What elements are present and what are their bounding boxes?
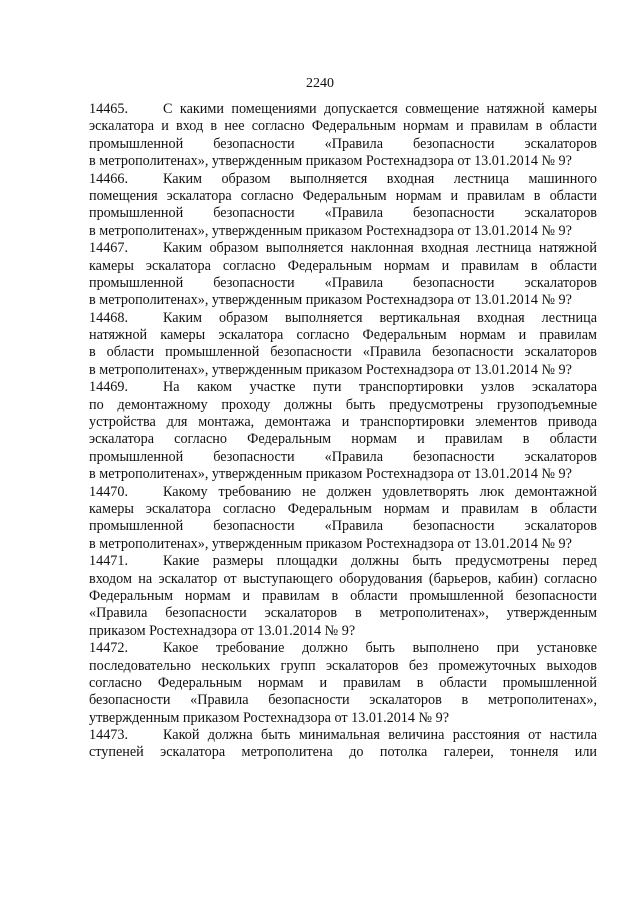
question-number: 14471. [89, 553, 129, 570]
question-text: Какие размеры площадки должны быть предусмотрены перед [163, 553, 597, 570]
question-text-line [89, 171, 597, 188]
question-text: в метрополитенах», утвержденным приказом Ростехнадзора от 13.01.2014 № 9? [89, 222, 572, 239]
question-text: На каком участке пути транспортировки узлов эскалатора [163, 379, 597, 396]
question-text: Каким образом выполняется входная лестница машинного [163, 170, 597, 187]
question-text-line [89, 501, 597, 518]
question-text-line [89, 153, 597, 170]
question-text-line [89, 449, 597, 466]
question-text: эскалатора и вход в нее согласно Федеральным нормам и правилам в области [89, 118, 597, 135]
question-item [89, 101, 597, 171]
question-text-line [89, 518, 597, 535]
question-item [89, 310, 597, 380]
question-item [89, 379, 597, 483]
question-text: промышленной безопасности «Правила безопасности эскалаторов [89, 518, 597, 535]
question-text-line [89, 344, 597, 361]
question-text-line [89, 118, 597, 135]
question-text: Какое требование должно быть выполнено при установке [163, 640, 597, 657]
question-text-line [89, 692, 597, 709]
question-text: в области промышленной безопасности «Правила безопасности эскалаторов [89, 344, 597, 361]
question-text-line [89, 727, 597, 744]
question-text-line [89, 397, 597, 414]
question-text: по демонтажному проходу должны быть предусмотрены грузоподъемные [89, 396, 597, 413]
question-text-line [89, 605, 597, 622]
question-item [89, 171, 597, 241]
question-text-line [89, 223, 597, 240]
question-list [89, 101, 597, 762]
question-text: в метрополитенах», утвержденным приказом Ростехнадзора от 13.01.2014 № 9? [89, 361, 572, 378]
question-text-line [89, 275, 597, 292]
question-number: 14465. [89, 101, 129, 117]
question-number: 14467. [89, 240, 129, 257]
question-text: ступеней эскалатора метрополитена до потолка галереи, тоннеля или [89, 744, 597, 761]
question-number: 14468. [89, 309, 129, 326]
question-text-line [89, 640, 597, 657]
question-text: «Правила безопасности эскалаторов в метрополитенах», утвержденным [89, 605, 597, 622]
question-text-line [89, 658, 597, 675]
question-text: камеры эскалатора согласно Федеральным нормам и правилам в области [89, 500, 597, 517]
question-text: С какими помещениями допускается совмещение натяжной камеры [163, 101, 597, 117]
question-text-line [89, 466, 597, 483]
question-text-line [89, 101, 597, 118]
question-text: эскалатора согласно Федеральным нормам и правилам в области [89, 431, 597, 448]
question-text: безопасности «Правила безопасности эскалаторов в метрополитенах», [89, 692, 597, 709]
question-text-line [89, 362, 597, 379]
question-text: в метрополитенах», утвержденным приказом Ростехнадзора от 13.01.2014 № 9? [89, 153, 572, 170]
question-text: Каким образом выполняется наклонная входная лестница натяжной [163, 240, 597, 257]
question-text: устройства для монтажа, демонтажа и транспортировки элементов привода [89, 414, 597, 431]
question-text: в метрополитенах», утвержденным приказом Ростехнадзора от 13.01.2014 № 9? [89, 466, 572, 483]
question-text-line [89, 258, 597, 275]
question-item [89, 484, 597, 554]
question-text-line [89, 379, 597, 396]
question-text: согласно Федеральным нормам и правилам в области промышленной [89, 674, 597, 691]
question-text-line [89, 292, 597, 309]
question-text: Федеральным нормам и правилам в области промышленной безопасности [89, 587, 597, 604]
question-text: в метрополитенах», утвержденным приказом Ростехнадзора от 13.01.2014 № 9? [89, 292, 572, 309]
question-text-line [89, 136, 597, 153]
question-item [89, 553, 597, 640]
page-number: 2240 [306, 76, 334, 91]
question-text-line [89, 327, 597, 344]
question-text-line [89, 310, 597, 327]
question-text-line [89, 536, 597, 553]
question-number: 14473. [89, 727, 129, 744]
question-text-line [89, 484, 597, 501]
question-item [89, 640, 597, 727]
question-text-line [89, 675, 597, 692]
question-text-line [89, 571, 597, 588]
question-text: входом на эскалатор от выступающего оборудования (барьеров, кабин) согласно [89, 570, 597, 587]
question-text: промышленной безопасности «Правила безопасности эскалаторов [89, 205, 597, 222]
question-text-line [89, 240, 597, 257]
question-text: натяжной камеры эскалатора согласно Федеральным нормам и правилам [89, 327, 597, 344]
question-text: промышленной безопасности «Правила безопасности эскалаторов [89, 448, 597, 465]
question-text-line [89, 431, 597, 448]
question-text-line [89, 588, 597, 605]
question-number: 14469. [89, 379, 129, 396]
question-text: утвержденным приказом Ростехнадзора от 13.01.2014 № 9? [89, 709, 450, 726]
question-text: в метрополитенах», утвержденным приказом Ростехнадзора от 13.01.2014 № 9? [89, 535, 572, 552]
question-text: промышленной безопасности «Правила безопасности эскалаторов [89, 135, 597, 152]
question-text-line [89, 188, 597, 205]
question-text-line [89, 623, 597, 640]
question-text: последовательно нескольких групп эскалаторов без промежуточных выходов [89, 657, 597, 674]
question-text: Какому требованию не должен удовлетворять люк демонтажной [163, 483, 597, 500]
question-text: помещения эскалатора согласно Федеральным нормам и правилам в области [89, 187, 597, 204]
question-text-line [89, 744, 597, 761]
question-text: Каким образом выполняется вертикальная входная лестница [163, 309, 597, 326]
question-text-line [89, 553, 597, 570]
question-number: 14470. [89, 483, 129, 500]
question-number: 14466. [89, 170, 129, 187]
question-text-line [89, 710, 597, 727]
question-item [89, 240, 597, 310]
question-text-line [89, 414, 597, 431]
question-item [89, 727, 597, 762]
question-text: камеры эскалатора согласно Федеральным нормам и правилам в области [89, 257, 597, 274]
question-text: промышленной безопасности «Правила безопасности эскалаторов [89, 274, 597, 291]
question-text-line [89, 205, 597, 222]
question-number: 14472. [89, 640, 129, 657]
question-text: приказом Ростехнадзора от 13.01.2014 № 9? [89, 622, 356, 639]
question-text: Какой должна быть минимальная величина расстояния от настила [163, 727, 597, 744]
